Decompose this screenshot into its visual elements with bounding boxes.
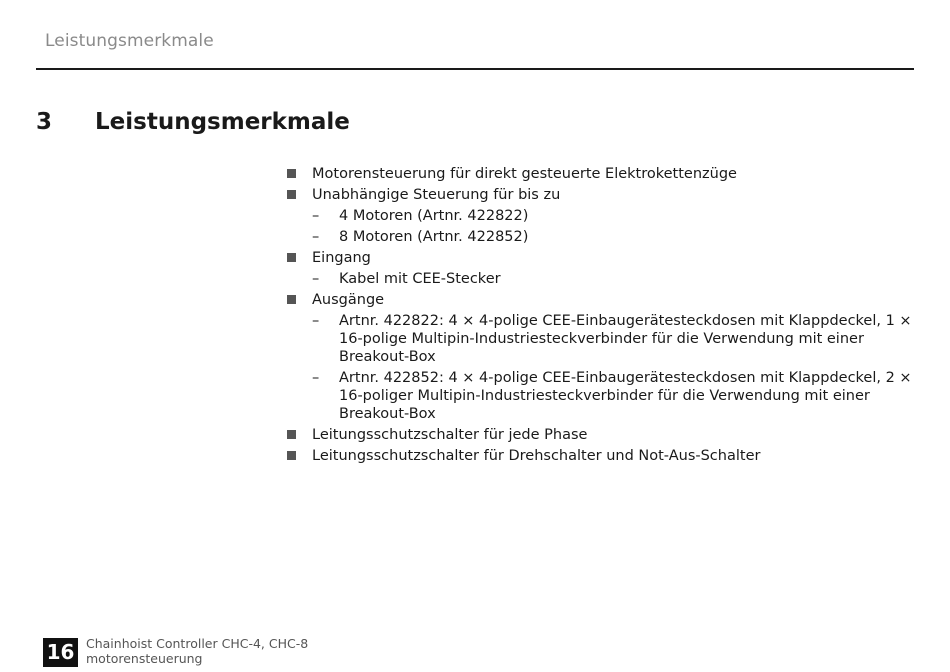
list-item-text: Motorensteuerung für direkt gesteuerte Elektrokettenzüge [312, 166, 737, 182]
list-item-text: Eingang [312, 250, 371, 266]
sub-list-item-text: Kabel mit CEE-Stecker [339, 271, 501, 287]
list-item [286, 165, 926, 183]
sub-list [312, 207, 926, 246]
square-bullet-icon [287, 295, 296, 304]
chapter-title: Leistungsmerkmale [95, 109, 350, 135]
list-item [286, 249, 926, 288]
feature-list [286, 165, 926, 468]
chapter-number: 3 [36, 109, 53, 135]
square-bullet-icon [287, 430, 296, 439]
sub-list-item [312, 228, 926, 246]
dash-bullet-icon: – [312, 229, 320, 245]
header-rule [36, 68, 914, 70]
list-item-text: Unabhängige Steuerung für bis zu [312, 187, 561, 203]
dash-bullet-icon: – [312, 313, 320, 329]
sub-list-item-text: Artnr. 422822: 4 × 4-polige CEE-Einbaugerätesteckdosen mit Klappdeckel, 1 × 16-polige Multipin-Industriesteckverbinder für die Verwendung mit einer Breakout-Box [339, 313, 912, 365]
sub-list-item [312, 270, 926, 288]
footer-info [86, 636, 308, 666]
sub-list [312, 270, 926, 288]
dash-bullet-icon: – [312, 370, 320, 386]
square-bullet-icon [287, 169, 296, 178]
page-number: 16 [43, 638, 78, 667]
dash-bullet-icon: – [312, 271, 320, 287]
sub-list-item-text: Artnr. 422852: 4 × 4-polige CEE-Einbaugerätesteckdosen mit Klappdeckel, 2 × 16-poliger Multipin-Industriesteckverbinder für die Verwendung mit einer Breakout-Box [339, 370, 912, 422]
sub-list-item [312, 312, 926, 366]
sub-list-item [312, 369, 926, 423]
square-bullet-icon [287, 190, 296, 199]
list-item [286, 447, 926, 465]
square-bullet-icon [287, 253, 296, 262]
list-item-text: Ausgänge [312, 292, 385, 308]
running-header: Leistungsmerkmale [45, 31, 214, 51]
list-item-text: Leitungsschutzschalter für jede Phase [312, 427, 588, 443]
list-item [286, 291, 926, 423]
list-item-text: Leitungsschutzschalter für Drehschalter und Not-Aus-Schalter [312, 448, 761, 464]
sub-list [312, 312, 926, 423]
sub-list-item [312, 207, 926, 225]
sub-list-item-text: 8 Motoren (Artnr. 422852) [339, 229, 529, 245]
list-item [286, 426, 926, 444]
footer-product: Chainhoist Controller CHC-4, CHC-8 [86, 636, 309, 651]
list-item [286, 186, 926, 246]
footer-subtitle: motorensteuerung [86, 651, 203, 666]
dash-bullet-icon: – [312, 208, 320, 224]
square-bullet-icon [287, 451, 296, 460]
sub-list-item-text: 4 Motoren (Artnr. 422822) [339, 208, 529, 224]
